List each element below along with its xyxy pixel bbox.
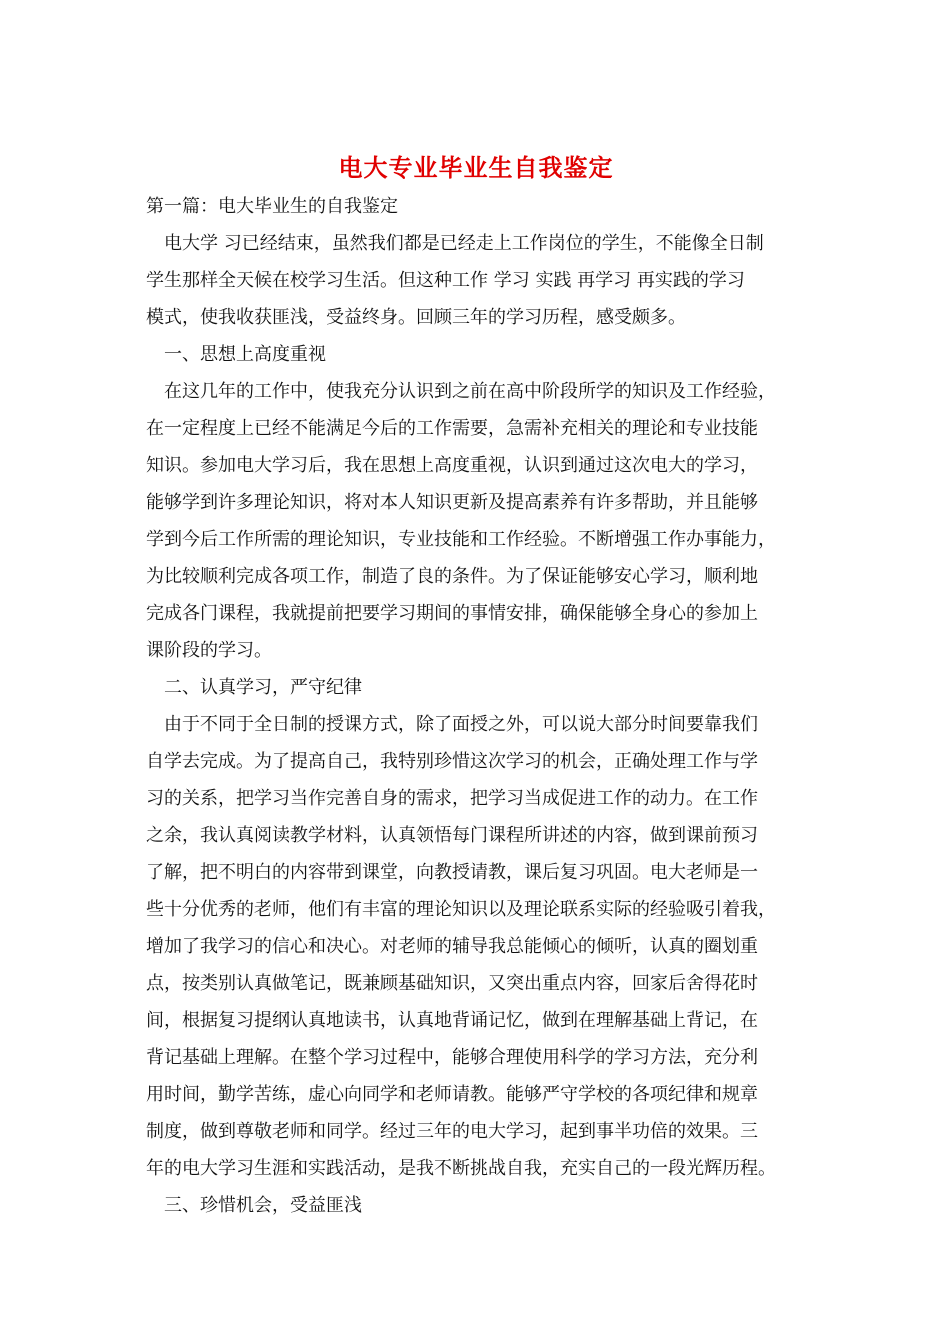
body-line: 些十分优秀的老师，他们有丰富的理论知识以及理论联系实际的经验吸引着我， [146, 899, 776, 920]
body-line: 在这几年的工作中，使我充分认识到之前在高中阶段所学的知识及工作经验， [164, 381, 776, 402]
body-line: 自学去完成。为了提高自己，我特别珍惜这次学习的机会，正确处理工作与学 [146, 751, 758, 772]
body-line: 能够学到许多理论知识，将对本人知识更新及提高素养有许多帮助，并且能够 [146, 492, 758, 513]
body-line: 一、思想上高度重视 [164, 344, 326, 365]
body-line: 学到今后工作所需的理论知识，专业技能和工作经验。不断增强工作办事能力， [146, 529, 776, 550]
body-line: 用时间，勤学苦练，虚心向同学和老师请教。能够严守学校的各项纪律和规章 [146, 1084, 758, 1105]
body-line: 之余，我认真阅读教学材料，认真领悟每门课程所讲述的内容，做到课前预习 [146, 825, 758, 846]
body-line: 制度，做到尊敬老师和同学。经过三年的电大学习，起到事半功倍的效果。三 [146, 1121, 758, 1142]
body-line: 三、珍惜机会，受益匪浅 [164, 1195, 362, 1216]
body-line: 课阶段的学习。 [146, 640, 272, 661]
body-line: 由于不同于全日制的授课方式，除了面授之外，可以说大部分时间要靠我们 [164, 714, 758, 735]
body-line: 学生那样全天候在校学习生活。但这种工作 学习 实践 再学习 再实践的学习 [146, 270, 745, 291]
body-line: 模式，使我收获匪浅，受益终身。回顾三年的学习历程，感受颇多。 [146, 307, 686, 328]
document-title: 电大专业毕业生自我鉴定 [338, 153, 614, 182]
body-line: 在一定程度上已经不能满足今后的工作需要，急需补充相关的理论和专业技能 [146, 418, 758, 439]
body-line: 背记基础上理解。在整个学习过程中，能够合理使用科学的学习方法，充分利 [146, 1047, 758, 1068]
document-page [146, 150, 806, 1224]
body-line: 知识。参加电大学习后，我在思想上高度重视，认识到通过这次电大的学习， [146, 455, 758, 476]
body-line: 点，按类别认真做笔记，既兼顾基础知识，又突出重点内容，回家后舍得花时 [146, 973, 758, 994]
body-line: 二、认真学习，严守纪律 [164, 677, 362, 698]
body-line: 习的关系，把学习当作完善自身的需求，把学习当成促进工作的动力。在工作 [146, 788, 758, 809]
document-body [146, 225, 806, 1224]
body-line: 了解，把不明白的内容带到课堂，向教授请教，课后复习巩固。电大老师是一 [146, 862, 758, 883]
body-line: 电大学 习已经结束，虽然我们都是已经走上工作岗位的学生，不能像全日制 [164, 233, 764, 254]
body-line: 间，根据复习提纲认真地读书，认真地背诵记忆，做到在理解基础上背记，在 [146, 1010, 758, 1031]
body-line: 为比较顺利完成各项工作，制造了良的条件。为了保证能够安心学习，顺利地 [146, 566, 758, 587]
body-line: 年的电大学习生涯和实践活动，是我不断挑战自我，充实自己的一段光辉历程。 [146, 1158, 776, 1179]
document-subtitle: 第一篇：电大毕业生的自我鉴定 [146, 196, 398, 217]
body-line: 增加了我学习的信心和决心。对老师的辅导我总能倾心的倾听，认真的圈划重 [146, 936, 758, 957]
body-line: 完成各门课程，我就提前把要学习期间的事情安排，确保能够全身心的参加上 [146, 603, 758, 624]
